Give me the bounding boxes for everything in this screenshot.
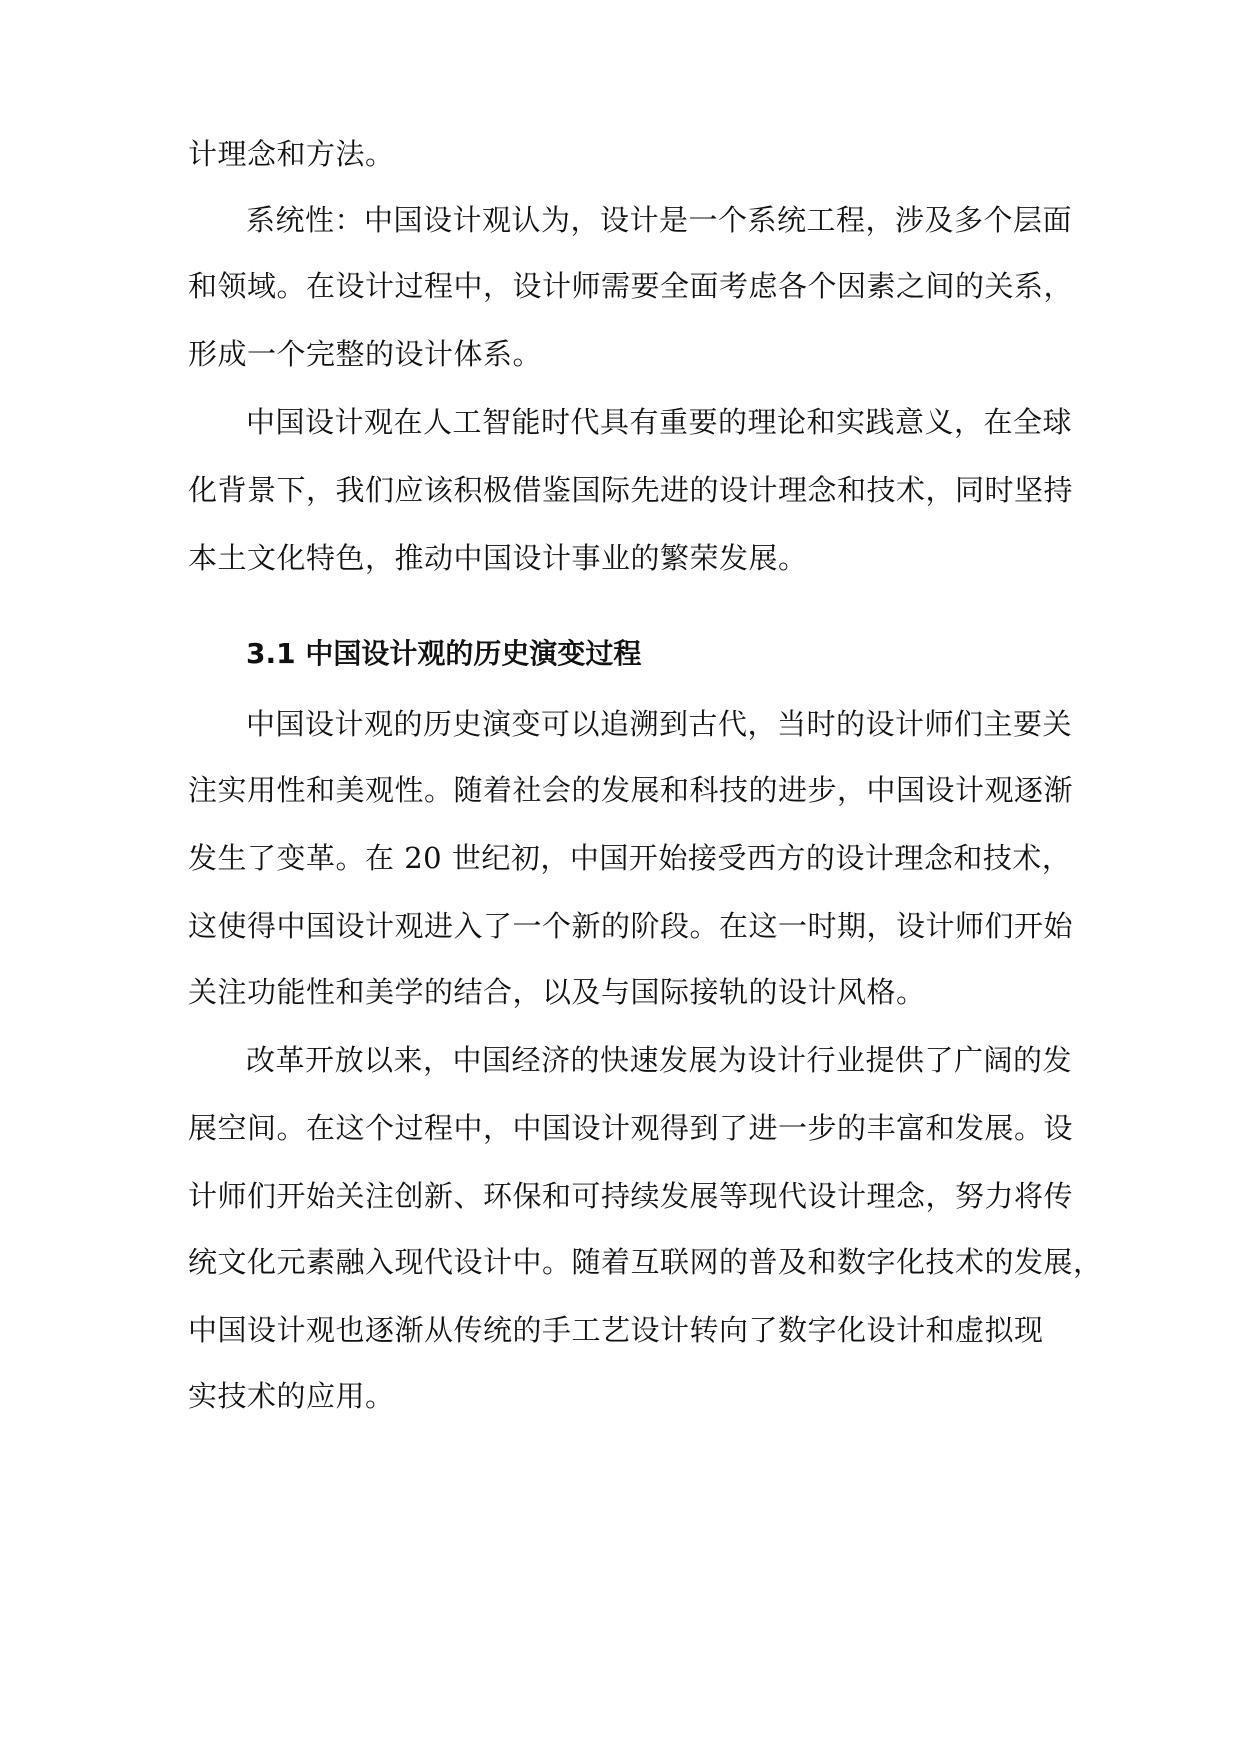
- paragraph-line: 化背景下，我们应该积极借鉴国际先进的设计理念和技术，同时坚持: [188, 473, 1074, 507]
- paragraph-line: 统文化元素融入现代设计中。随着互联网的普及和数字化技术的发展，: [188, 1245, 1103, 1279]
- paragraph-line: 计理念和方法。: [188, 137, 395, 171]
- paragraph-line: 中国设计观在人工智能时代具有重要的理论和实践意义，在全球: [246, 405, 1073, 439]
- paragraph-line: 注实用性和美观性。随着社会的发展和科技的进步，中国设计观逐渐: [188, 773, 1074, 807]
- paragraph-line: 这使得中国设计观进入了一个新的阶段。在这一时期，设计师们开始: [188, 909, 1074, 943]
- section-heading: 3.1 中国设计观的历史演变过程: [246, 637, 642, 670]
- paragraph-line: 实技术的应用。: [188, 1379, 395, 1413]
- paragraph-line: 改革开放以来，中国经济的快速发展为设计行业提供了广阔的发: [246, 1043, 1073, 1077]
- paragraph-line: 形成一个完整的设计体系。: [188, 337, 543, 371]
- paragraph-line: 系统性：中国设计观认为，设计是一个系统工程，涉及多个层面: [246, 203, 1073, 237]
- paragraph-line: 中国设计观的历史演变可以追溯到古代，当时的设计师们主要关: [246, 707, 1073, 741]
- paragraph-line: 展空间。在这个过程中，中国设计观得到了进一步的丰富和发展。设: [188, 1111, 1074, 1145]
- paragraph-line: 本土文化特色，推动中国设计事业的繁荣发展。: [188, 541, 808, 575]
- paragraph-line: 计师们开始关注创新、环保和可持续发展等现代设计理念，努力将传: [188, 1179, 1074, 1213]
- paragraph-line: 发生了变革。在 20 世纪初，中国开始接受西方的设计理念和技术，: [188, 841, 1072, 875]
- paragraph-line: 关注功能性和美学的结合，以及与国际接轨的设计风格。: [188, 975, 926, 1009]
- paragraph-line: 中国设计观也逐渐从传统的手工艺设计转向了数字化设计和虚拟现: [188, 1313, 1044, 1347]
- paragraph-line: 和领域。在设计过程中，设计师需要全面考虑各个因素之间的关系，: [188, 269, 1074, 303]
